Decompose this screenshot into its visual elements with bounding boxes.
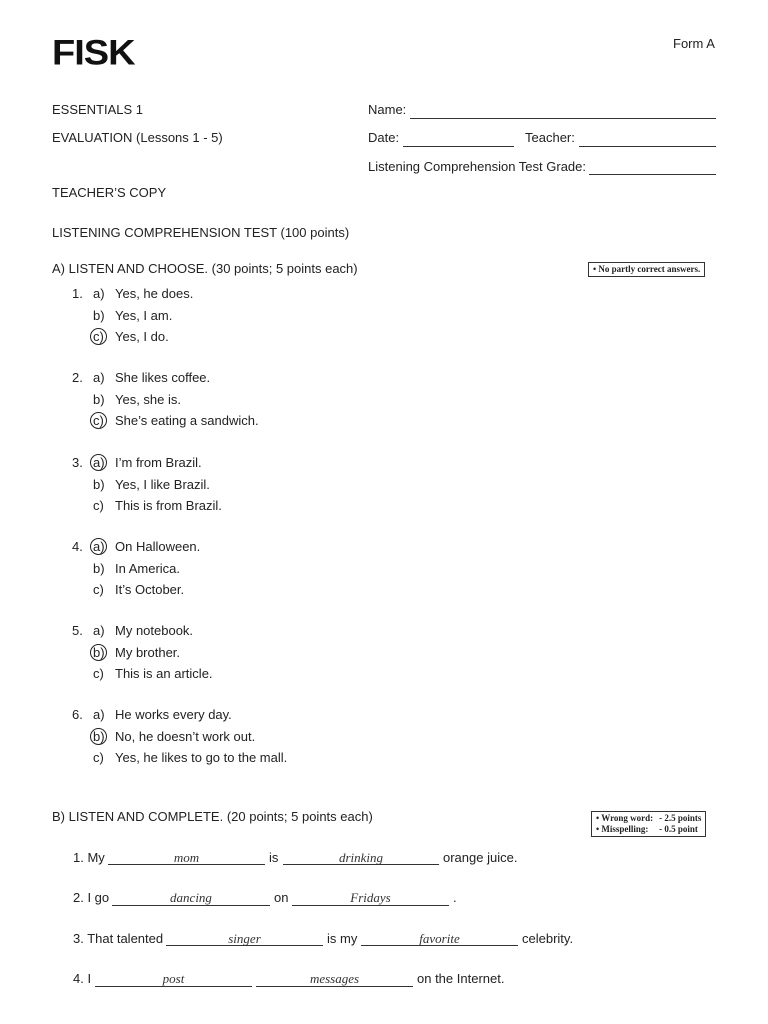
grade-field[interactable] [589,174,716,175]
b3-answer-2: favorite [419,931,460,946]
section-a-note: • No partly correct answers. [588,262,705,277]
evaluation-title: EVALUATION (Lessons 1 - 5) [52,130,223,145]
option-text[interactable]: Yes, he does. [115,286,194,301]
misspelling-value: - 0.5 point [659,824,698,834]
date-field[interactable] [403,146,514,147]
answer-circle-mark [90,412,107,429]
b1-text-end: orange juice. [443,850,518,865]
option-letter: c) [93,413,104,428]
test-title: LISTENING COMPREHENSION TEST (100 points) [52,225,350,240]
option-text[interactable]: Yes, I am. [115,308,173,323]
section-b-note [591,811,706,837]
option-letter: c) [93,582,104,597]
option-text[interactable]: On Halloween. [115,539,201,554]
b1-answer-1: mom [173,850,200,865]
option-letter: b) [93,729,105,744]
option-text[interactable]: In America. [115,561,181,576]
section-a-title: A) LISTEN AND CHOOSE. (30 points; 5 points each) [52,261,358,276]
option-text[interactable]: This is an article. [115,666,213,681]
teacher-field[interactable] [579,146,716,147]
answer-circle-mark [90,644,107,661]
answer-circle-mark [90,454,107,471]
answer-circle-mark [90,328,107,345]
option-letter: c) [93,666,104,681]
name-field[interactable] [410,118,716,119]
answer-circle-mark [90,728,107,745]
option-letter: c) [93,498,104,513]
b3-text-end: celebrity. [522,931,574,946]
b1-text-start: 1. My [73,850,105,865]
b2-text-start: 2. I go [73,890,110,905]
option-letter: a) [93,539,105,554]
fisk-logo: FISK [52,34,135,73]
option-letter: a) [93,707,105,722]
option-text[interactable]: Yes, I like Brazil. [115,477,210,492]
option-letter: c) [93,329,104,344]
b4-answer-1: post [162,971,185,986]
wrong-word-label: • Wrong word: [596,813,654,823]
question-number: 2. [72,370,83,385]
option-letter: b) [93,645,105,660]
answer-circle-mark [90,538,107,555]
b4-answer-2: messages [309,971,360,986]
grade-label: Listening Comprehension Test Grade: [368,159,586,174]
option-text[interactable]: This is from Brazil. [115,498,222,513]
b1-text-mid: is [269,850,279,865]
question-number: 4. [72,539,83,554]
option-letter: a) [93,370,105,385]
option-letter: a) [93,623,105,638]
b4-text-start: 4. I [73,971,92,986]
b3-answer-1: singer [228,931,261,946]
option-letter: a) [93,286,105,301]
question-number: 6. [72,707,83,722]
option-letter: b) [93,308,105,323]
b4-text-end: on the Internet. [417,971,505,986]
misspelling-label: • Misspelling: [596,824,649,834]
date-label: Date: [368,130,400,145]
option-text[interactable]: My brother. [115,645,181,660]
b1-answer-2: drinking [338,850,384,865]
course-title: ESSENTIALS 1 [52,102,144,117]
form-label: Form A [673,36,715,51]
b2-answer-1: dancing [170,890,212,905]
option-letter: a) [93,455,105,470]
option-text[interactable]: I’m from Brazil. [115,455,202,470]
option-text[interactable]: She’s eating a sandwich. [115,413,259,428]
name-label: Name: [368,102,407,117]
b2-answer-2: Fridays [350,890,391,905]
teachers-copy-label: TEACHER’S COPY [52,185,167,200]
option-text[interactable]: Yes, she is. [115,392,182,407]
option-letter: b) [93,392,105,407]
teacher-label: Teacher: [525,130,575,145]
option-letter: c) [93,750,104,765]
option-letter: b) [93,561,105,576]
b3-text-start: 3. That talented [73,931,164,946]
b2-text-mid: on [274,890,289,905]
question-number: 5. [72,623,83,638]
option-text[interactable]: Yes, he likes to go to the mall. [115,750,288,765]
option-text[interactable]: Yes, I do. [115,329,169,344]
option-letter: b) [93,477,105,492]
section-b-title: B) LISTEN AND COMPLETE. (20 points; 5 points each) [52,809,373,824]
question-number: 3. [72,455,83,470]
wrong-word-value: - 2.5 points [659,813,702,823]
question-number: 1. [72,286,83,301]
option-text[interactable]: My notebook. [115,623,194,638]
option-text[interactable]: No, he doesn’t work out. [115,729,256,744]
b3-text-mid: is my [327,931,358,946]
option-text[interactable]: She likes coffee. [115,370,211,385]
b2-text-end: . [453,890,457,905]
option-text[interactable]: It’s October. [115,582,185,597]
option-text[interactable]: He works every day. [115,707,232,722]
